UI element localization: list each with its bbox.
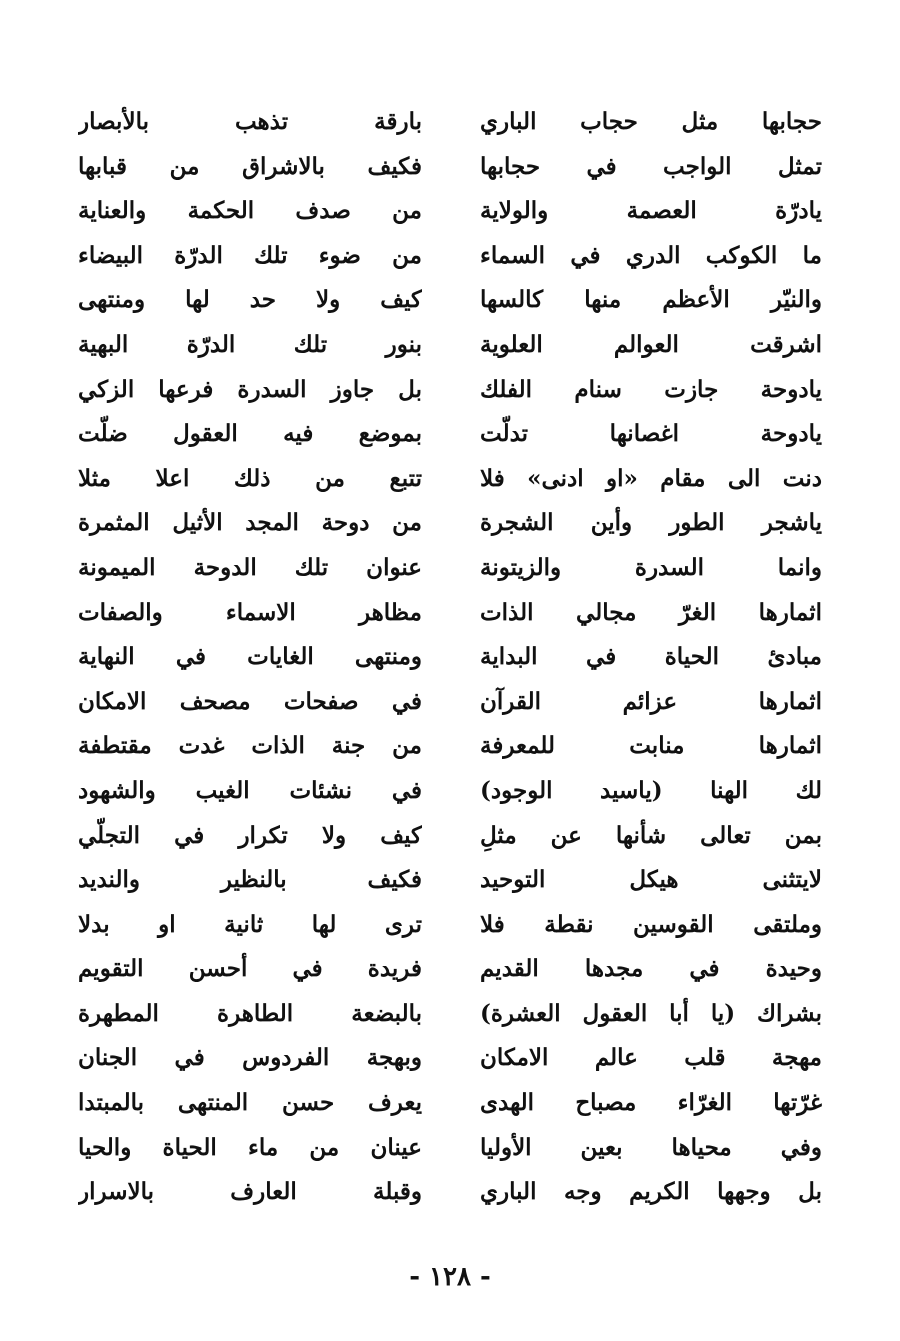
verse-line: بشراك (يا أبا العقول العشرة) xyxy=(480,999,822,1027)
verse-line: تتبع من ذلك اعلا مثلا xyxy=(78,464,422,492)
verse-line: اشرقت العوالم العلوية xyxy=(480,330,822,358)
verse-line: بارقة تذهب بالأبصار xyxy=(78,108,422,135)
verse-line: في نشئات الغيب والشهود xyxy=(78,776,422,804)
verse-line: عنوان تلك الدوحة الميمونة xyxy=(78,553,422,581)
verse-line: بنور تلك الدرّة البهية xyxy=(78,330,422,358)
verse-line: من دوحة المجد الأثيل المثمرة xyxy=(78,509,422,537)
verse-line: ترى لها ثانية او بدلا xyxy=(78,910,422,938)
verse-line: من جنة الذات غدت مقتطفة xyxy=(78,732,422,760)
verse-line: يادوحة اغصانها تدلّت xyxy=(480,420,822,448)
verse-line: وقبلة العارف بالاسرار xyxy=(78,1178,422,1206)
verse-line: اثمارها الغرّ مجالي الذات xyxy=(480,598,822,626)
verse-line: في صفحات مصحف الامكان xyxy=(78,687,422,715)
verse-line: يادوحة جازت سنام الفلك xyxy=(480,375,822,403)
verse-line: وبهجة الفردوس في الجنان xyxy=(78,1044,422,1072)
verse-line: بل جاوز السدرة فرعها الزكي xyxy=(78,375,422,403)
verse-line: من صدف الحكمة والعناية xyxy=(78,197,422,225)
verse-line: دنت الى مقام «او ادنى» فلا xyxy=(480,464,822,492)
verse-line: فكيف بالاشراق من قبابها xyxy=(78,152,422,180)
verse-line: حجابها مثل حجاب الباري xyxy=(480,108,822,135)
verse-line: ومنتهى الغايات في النهاية xyxy=(78,643,422,671)
verse-line: بالبضعة الطاهرة المطهرة xyxy=(78,999,422,1027)
verse-line: غرّتها الغرّاء مصباح الهدى xyxy=(480,1089,822,1117)
verse-line: وحيدة في مجدها القديم xyxy=(480,955,822,983)
verse-line: بموضع فيه العقول ضلّت xyxy=(78,420,422,448)
verse-line: لك الهنا (ياسيد الوجود) xyxy=(480,776,822,804)
verse-line: عينان من ماء الحياة والحيا xyxy=(78,1133,422,1161)
verse-line: مبادئ الحياة في البداية xyxy=(480,643,822,671)
verse-line: كيف ولا حد لها ومنتهى xyxy=(78,286,422,314)
verse-line: بمن تعالى شأنها عن مثلِ xyxy=(480,821,822,849)
verse-line: اثمارها منابت للمعرفة xyxy=(480,732,822,760)
verse-line: بل وجهها الكريم وجه الباري xyxy=(480,1178,822,1206)
verse-line: ياشجر الطور وأين الشجرة xyxy=(480,509,822,537)
verse-line: مهجة قلب عالم الامكان xyxy=(480,1044,822,1072)
verse-line: يعرف حسن المنتهى بالمبتدا xyxy=(78,1089,422,1117)
poem-column-left xyxy=(78,100,422,1215)
verse-line: يادرّة العصمة والولاية xyxy=(480,197,822,225)
verse-line: فريدة في أحسن التقويم xyxy=(78,955,422,983)
verse-line: تمثل الواجب في حجابها xyxy=(480,152,822,180)
verse-line: مظاهر الاسماء والصفات xyxy=(78,598,422,626)
verse-line: من ضوء تلك الدرّة البيضاء xyxy=(78,241,422,269)
verse-line: ما الكوكب الدري في السماء xyxy=(480,241,822,269)
poem-column-right xyxy=(480,100,822,1215)
verse-line: اثمارها عزائم القرآن xyxy=(480,687,822,715)
verse-line: والنيّر الأعظم منها كالسها xyxy=(480,286,822,314)
verse-line: لايتثنى هيكل التوحيد xyxy=(480,866,822,894)
verse-line: فكيف بالنظير والنديد xyxy=(78,866,422,894)
verse-line: كيف ولا تكرار في التجلّي xyxy=(78,821,422,849)
verse-line: وملتقى القوسين نقطة فلا xyxy=(480,910,822,938)
verse-line: وانما السدرة والزيتونة xyxy=(480,553,822,581)
page-number: - ١٢٨ - xyxy=(409,1262,491,1292)
verse-line: وفي محياها بعين الأوليا xyxy=(480,1133,822,1161)
